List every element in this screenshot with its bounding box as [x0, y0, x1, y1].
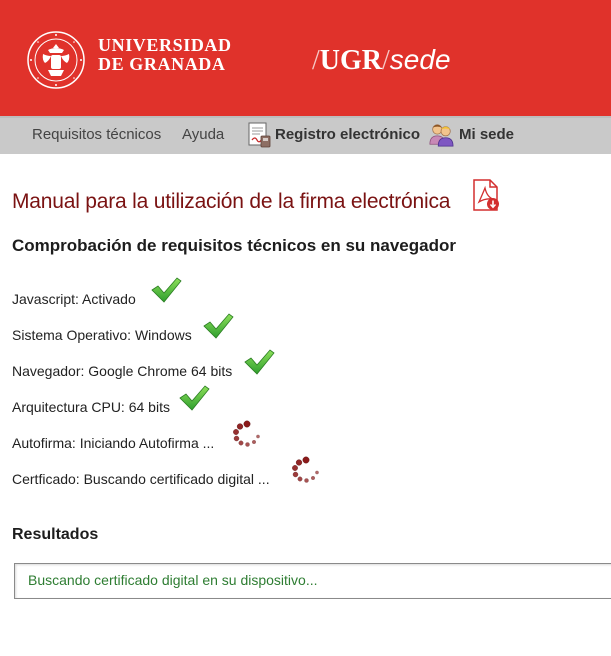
- checkmark-icon: [178, 384, 210, 412]
- site-header: [0, 0, 611, 116]
- brand-ugr: UGR: [319, 45, 383, 76]
- check-javascript: Javascript: Activado: [12, 291, 136, 307]
- main-navbar: [0, 116, 611, 154]
- university-name-line1: UNIVERSIDAD: [98, 35, 232, 55]
- checkmark-icon: [202, 312, 234, 340]
- sede-brand[interactable]: [312, 44, 451, 77]
- nav-mi-sede[interactable]: Mi sede: [459, 126, 515, 143]
- spinner-icon: [231, 420, 263, 448]
- check-certificado: Certficado: Buscando certificado digital ...: [12, 471, 270, 487]
- page-title: Manual para la utilización de la firma electrónica: [12, 190, 451, 213]
- brand-slash: /: [312, 45, 320, 76]
- nav-ayuda[interactable]: Ayuda: [182, 126, 225, 143]
- document-sign-icon[interactable]: [246, 121, 272, 149]
- check-autofirma: Autofirma: Iniciando Autofirma ...: [12, 435, 215, 451]
- checkmark-icon: [150, 276, 182, 304]
- university-name-line2: DE GRANADA: [98, 54, 226, 74]
- spinner-icon: [290, 456, 322, 484]
- nav-requisitos-tecnicos[interactable]: Requisitos técnicos: [32, 126, 162, 143]
- check-navegador: Navegador: Google Chrome 64 bits: [12, 363, 233, 379]
- pdf-icon[interactable]: [470, 178, 502, 212]
- results-message: Buscando certificado digital en su dispositivo...: [28, 572, 318, 588]
- university-seal-icon[interactable]: [26, 30, 86, 90]
- results-title: Resultados: [12, 526, 99, 543]
- brand-slash: /: [382, 45, 390, 76]
- check-arquitectura-cpu: Arquitectura CPU: 64 bits: [12, 399, 170, 415]
- nav-registro-electronico[interactable]: Registro electrónico: [275, 126, 421, 143]
- university-name[interactable]: [98, 36, 232, 74]
- brand-sede: sede: [389, 44, 451, 75]
- checkmark-icon: [243, 348, 275, 376]
- results-output-box[interactable]: [14, 563, 611, 599]
- users-icon[interactable]: [428, 121, 454, 149]
- requirements-subtitle: Comprobación de requisitos técnicos en su navegador: [12, 236, 456, 255]
- check-sistema-operativo: Sistema Operativo: Windows: [12, 327, 192, 343]
